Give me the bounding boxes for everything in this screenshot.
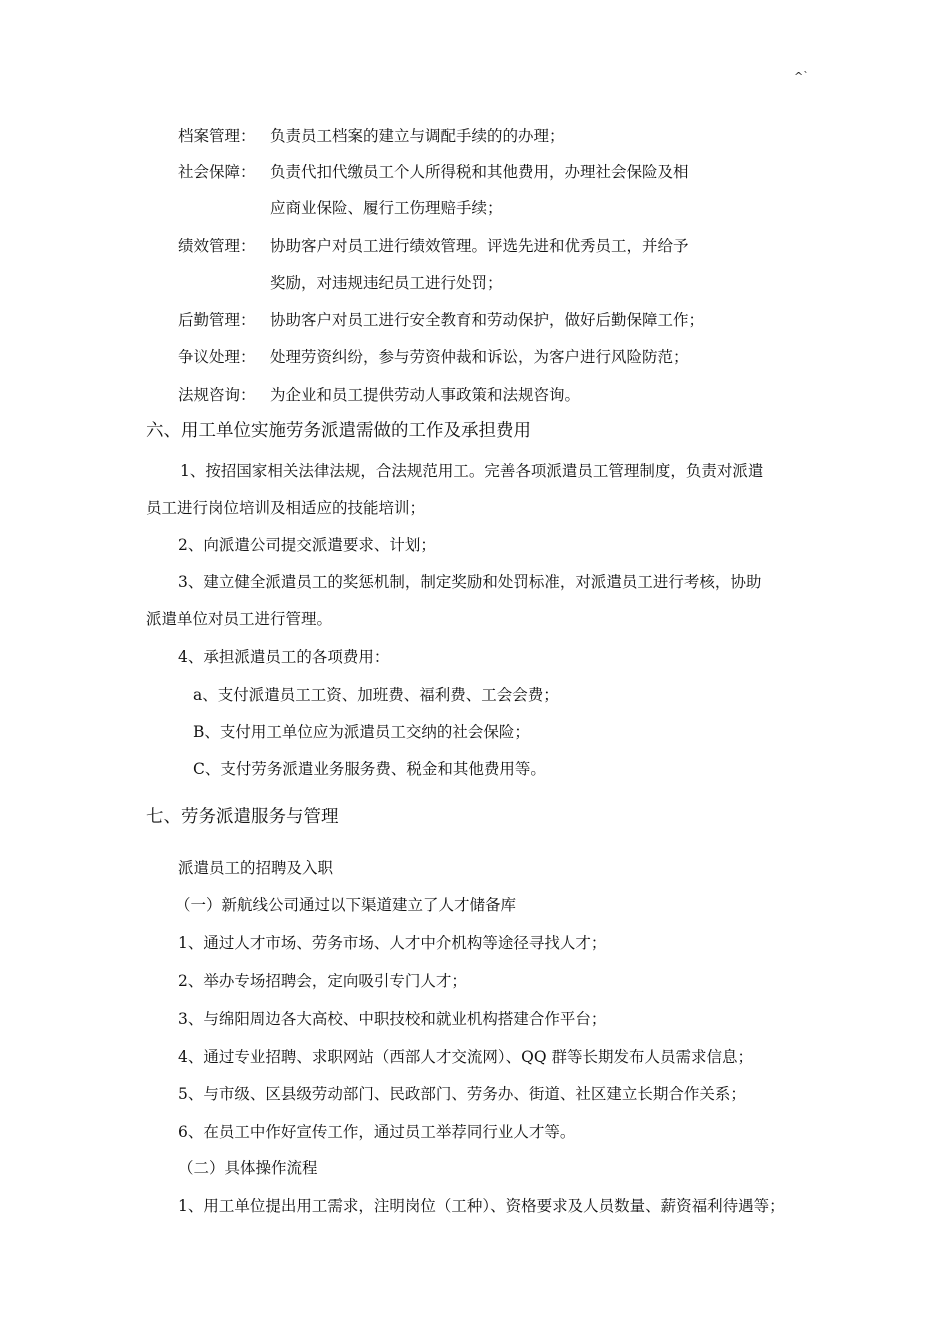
fee-item: C、支付劳务派遣业务服务费、税金和其他费用等。 <box>193 760 546 778</box>
fee-item: B、支付用工单位应为派遣员工交纳的社会保险； <box>193 723 530 741</box>
list-item: 6、在员工中作好宣传工作，通过员工举荐同行业人才等。 <box>178 1123 576 1141</box>
duty-text: 负责代扣代缴员工个人所得税和其他费用，办理社会保险及相 <box>270 163 689 181</box>
paragraph: 1、按招国家相关法律法规，合法规范用工。完善各项派遣员工管理制度，负责对派遣 <box>180 462 764 480</box>
duty-text-continued: 应商业保险、履行工伤理赔手续； <box>270 199 503 217</box>
duty-text: 协助客户对员工进行绩效管理。评选先进和优秀员工，并给予 <box>270 237 689 255</box>
fee-item: a、支付派遣员工工资、加班费、福利费、工会会费； <box>193 686 559 704</box>
subsection-title: （一）新航线公司通过以下渠道建立了人才储备库 <box>175 896 517 914</box>
list-item: 2、举办专场招聘会，定向吸引专门人才； <box>178 972 467 990</box>
duty-text-continued: 奖励，对违规违纪员工进行处罚； <box>270 274 503 292</box>
header-mark: ^` <box>794 70 809 83</box>
duty-label: 档案管理： <box>178 127 256 145</box>
duty-text: 协助客户对员工进行安全教育和劳动保护，做好后勤保障工作； <box>270 311 705 329</box>
subheading: 派遣员工的招聘及入职 <box>178 859 334 877</box>
subsection-title: （二）具体操作流程 <box>178 1159 318 1177</box>
duty-label: 争议处理： <box>178 348 256 366</box>
paragraph: 员工进行岗位培训及相适应的技能培训； <box>146 499 426 517</box>
paragraph: 4、承担派遣员工的各项费用： <box>178 648 390 666</box>
duty-label: 后勤管理： <box>178 311 256 329</box>
section-heading: 六、用工单位实施劳务派遣需做的工作及承担费用 <box>146 421 531 441</box>
paragraph: 3、建立健全派遣员工的奖惩机制，制定奖励和处罚标准，对派遣员工进行考核，协助 <box>178 573 762 591</box>
duty-label: 绩效管理： <box>178 237 256 255</box>
paragraph: 2、向派遣公司提交派遣要求、计划； <box>178 536 436 554</box>
duty-label: 社会保障： <box>178 163 256 181</box>
list-item: 4、通过专业招聘、求职网站（西部人才交流网）、QQ 群等长期发布人员需求信息； <box>178 1048 753 1066</box>
list-item: 3、与绵阳周边各大高校、中职技校和就业机构搭建合作平台； <box>178 1010 607 1028</box>
section-heading: 七、劳务派遣服务与管理 <box>146 807 339 827</box>
paragraph: 派遣单位对员工进行管理。 <box>146 610 333 628</box>
list-item: 1、通过人才市场、劳务市场、人才中介机构等途径寻找人才； <box>178 934 607 952</box>
duty-text: 处理劳资纠纷，参与劳资仲裁和诉讼，为客户进行风险防范； <box>270 348 689 366</box>
list-item: 1、用工单位提出用工需求，注明岗位（工种）、资格要求及人员数量、薪资福利待遇等； <box>178 1197 785 1215</box>
duty-label: 法规咨询： <box>178 386 256 404</box>
duty-text: 为企业和员工提供劳动人事政策和法规咨询。 <box>270 386 581 404</box>
duty-text: 负责员工档案的建立与调配手续的的办理； <box>270 127 565 145</box>
list-item: 5、与市级、区县级劳动部门、民政部门、劳务办、街道、社区建立长期合作关系； <box>178 1085 746 1103</box>
